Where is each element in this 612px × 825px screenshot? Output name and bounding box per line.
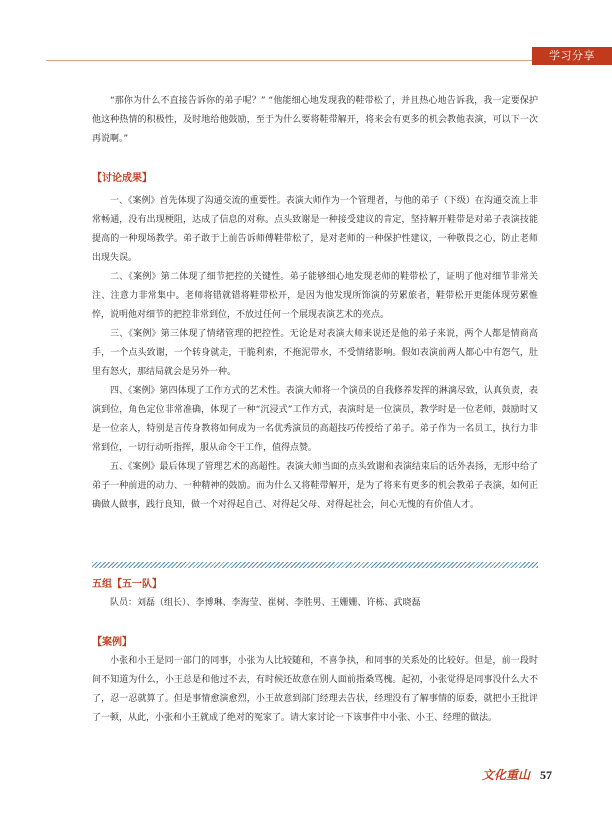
spacer xyxy=(92,149,538,169)
header-rule xyxy=(46,60,532,61)
spacer xyxy=(92,613,538,633)
section-tag: 学习分享 xyxy=(532,47,612,65)
discussion-paragraph-5: 五、《案例》最后体现了管理艺术的高超性。表演大师当面的点头致谢和表演结束后的话外表扬，无形中给了弟子一种前进的动力、一种精神的鼓励。而为什么又将鞋带解开，是为了将来有更多的机会教弟子表演，如何正确做人做事，践行良知，做一个对得起自己、对得起父母、对得起社会，问心无愧的有价值人才。 xyxy=(92,462,538,510)
discussion-paragraph-1: 一、《案例》首先体现了沟通交流的重要性。表演大师作为一个管理者，与他的弟子（下级）在沟通交流上非常畅通，没有出现梗阻，达成了信息的对称。点头致谢是一种接受建议的肯定，坚持解开鞋带是对弟子表演技能提高的一种现场教学。弟子敢于上前告诉师傅鞋带松了，是对老师的一种保护性建议，一种敬畏之心，防止老师出现失误。 xyxy=(92,196,538,263)
discussion-paragraph-3: 三、《案例》第三体现了情绪管理的把控性。无论是对表演大师来说还是他的弟子来说，两个人都是情商高手，一个点头致谢，一个转身就走，干脆利索，不拖泥带水，不受情绪影响。假如表演前两人都心中有怨气，肚里有怒火，那结局就会是另外一种。 xyxy=(92,329,538,377)
section-divider xyxy=(92,562,538,568)
group-section xyxy=(92,575,538,728)
page-number: 57 xyxy=(540,768,552,782)
intro-quote: “那你为什么不直接告诉你的弟子呢？” “他能细心地发现我的鞋带松了，并且热心地告诉我，我一定要保护他这种热情的积极性，及时地给他鼓励，至于为什么要将鞋带解开，将来会有更多的机会教他表演，可以下一次再说啊。” xyxy=(92,96,538,144)
main-content xyxy=(92,92,538,515)
discussion-paragraph-4: 四、《案例》第四体现了工作方式的艺术性。表演大师将一个演员的自我修养发挥的淋漓尽致，认真负责，表演到位，角色定位非常准确，体现了一种“沉浸式”工作方式，表演时是一位演员，教学时是一位老师，鼓励时又是一位亲人，特别是言传身教将如何成为一名优秀演员的高超技巧传授给了弟子。弟子作为一名员工，执行力非常到位，一切行动听指挥，服从命令干工作，值得点赞。 xyxy=(92,386,538,453)
discussion-paragraph-2: 二、《案例》第二体现了细节把控的关键性。弟子能够细心地发现老师的鞋带松了，证明了他对细节非常关注、注意力非常集中。老师将错就错将鞋带松开，是因为他发现所饰演的劳累旅者，鞋带松开更能体现劳累惟悴，说明他对细节的把控非常到位，不放过任何一个展现表演艺术的亮点。 xyxy=(92,272,538,320)
discussion-heading: 【讨论成果】 xyxy=(92,173,152,184)
footer-logo: 文化重山 xyxy=(481,768,530,782)
case-heading: 【案例】 xyxy=(92,637,132,648)
group-title: 五组【五一队】 xyxy=(92,579,162,590)
case-paragraph-1: 小张和小王是同一部门的同事，小张为人比较随和，不喜争执，和同事的关系处的比较好。但是，前一段时间不知道为什么，小王总是和他过不去，有时候还故意在别人面前指桑骂槐。起初，小张觉得是同事没什么大不了，忍一忍就算了。但是事情愈演愈烈，小王故意到部门经理去告状，经理没有了解事情的原委，就把小王批评了一顿，从此，小张和小王就成了绝对的冤家了。请大家讨论一下该事件中小张、小王、经理的做法。 xyxy=(92,656,538,723)
footer xyxy=(482,766,552,783)
group-members: 队员：刘磊（组长）、李博琳、李海莹、崔树、李胜男、王姗姗、许栋、武晓磊 xyxy=(110,598,421,608)
